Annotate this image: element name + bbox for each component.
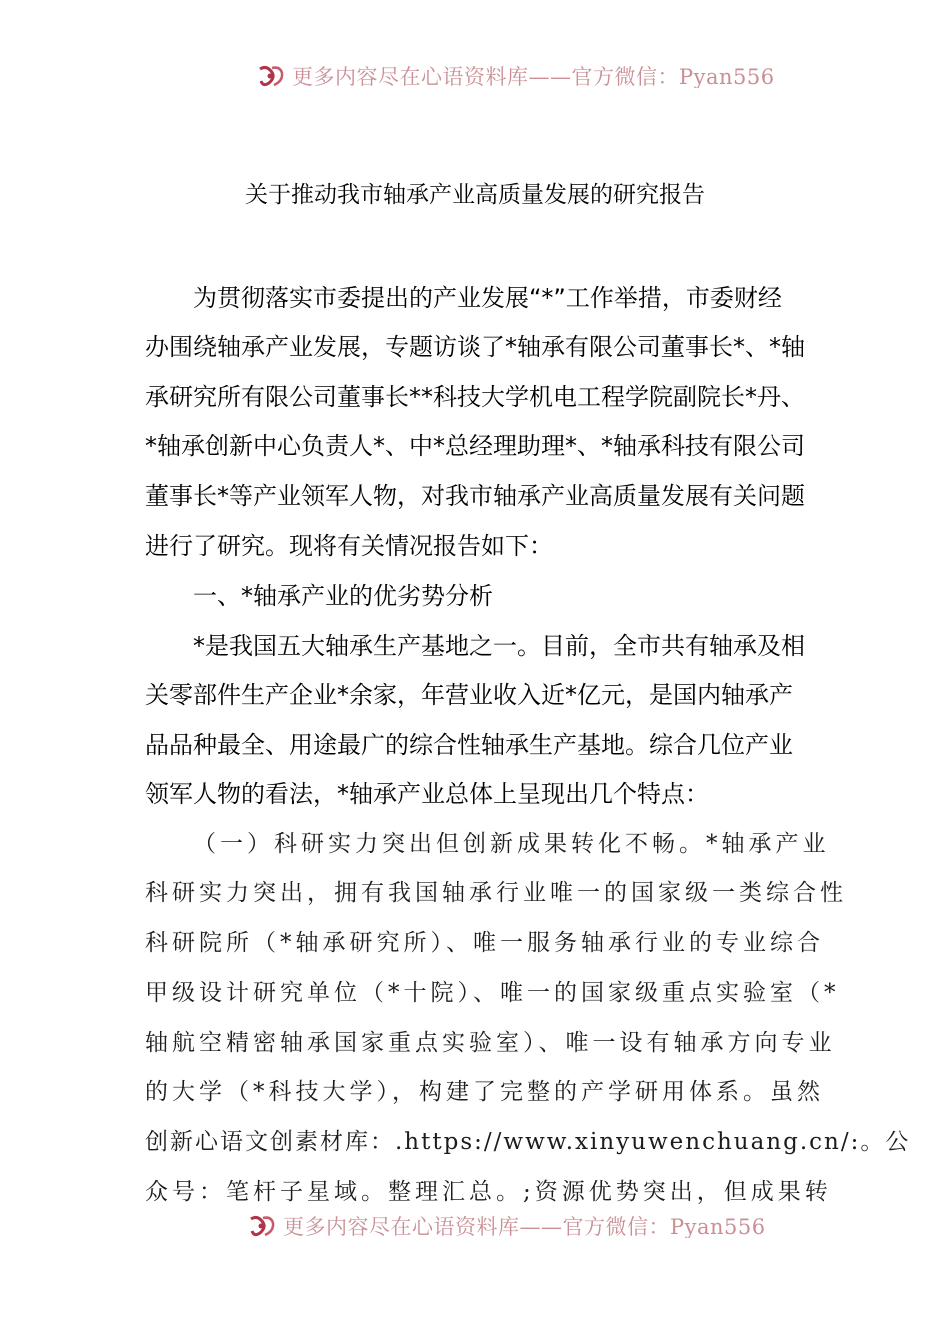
watermark-text: 更多内容尽在心语资料库——官方微信：Pyan556 xyxy=(292,65,775,88)
paragraph-line: *轴承创新中心负责人*、中*总经理助理*、*轴承科技有限公司 xyxy=(145,432,805,460)
paragraph-line: 甲级设计研究单位（*十院）、唯一的国家级重点实验室（* xyxy=(145,980,840,1006)
paragraph-line: 科研实力突出，拥有我国轴承行业唯一的国家级一类综合性 xyxy=(145,880,847,906)
watermark-text: 更多内容尽在心语资料库——官方微信：Pyan556 xyxy=(283,1215,766,1238)
paragraph-line: 创新心语文创素材库：.https://www.xinyuwenchuang.cn/:。公 xyxy=(145,1129,911,1155)
paragraph-line: 众号：笔杆子星域。整理汇总。;资源优势突出，但成果转 xyxy=(145,1179,832,1205)
document-title: 关于推动我市轴承产业高质量发展的研究报告 xyxy=(245,182,705,208)
bottom-watermark xyxy=(0,1198,950,1238)
brand-logo-icon xyxy=(256,63,286,88)
paragraph-line: 的大学（*科技大学），构建了完整的产学研用体系。虽然 xyxy=(145,1079,824,1105)
section-heading: 一、*轴承产业的优劣势分析 xyxy=(193,582,493,610)
paragraph-line: *是我国五大轴承生产基地之一。目前，全市共有轴承及相 xyxy=(193,632,805,660)
paragraph-line: 轴航空精密轴承国家重点实验室）、唯一设有轴承方向专业 xyxy=(145,1030,836,1056)
brand-logo-icon xyxy=(247,1213,277,1238)
paragraph-line: 为贯彻落实市委提出的产业发展“*”工作举措，市委财经 xyxy=(193,284,782,312)
paragraph-line: 进行了研究。现将有关情况报告如下： xyxy=(145,532,553,560)
paragraph-line: 关零部件生产企业*余家，年营业收入近*亿元，是国内轴承产 xyxy=(145,681,793,709)
paragraph-line: 科研院所（*轴承研究所）、唯一服务轴承行业的专业综合 xyxy=(145,930,824,956)
paragraph-line: 承研究所有限公司董事长**科技大学机电工程学院副院长*丹、 xyxy=(145,383,805,411)
paragraph-line: （一）科研实力突出但创新成果转化不畅。*轴承产业 xyxy=(193,831,830,857)
top-watermark xyxy=(0,48,950,88)
paragraph-line: 办围绕轴承产业发展，专题访谈了*轴承有限公司董事长*、*轴 xyxy=(145,333,805,361)
paragraph-line: 董事长*等产业领军人物，对我市轴承产业高质量发展有关问题 xyxy=(145,482,805,510)
paragraph-line: 领军人物的看法，*轴承产业总体上呈现出几个特点： xyxy=(145,780,709,808)
paragraph-line: 品品种最全、用途最广的综合性轴承生产基地。综合几位产业 xyxy=(145,731,793,759)
